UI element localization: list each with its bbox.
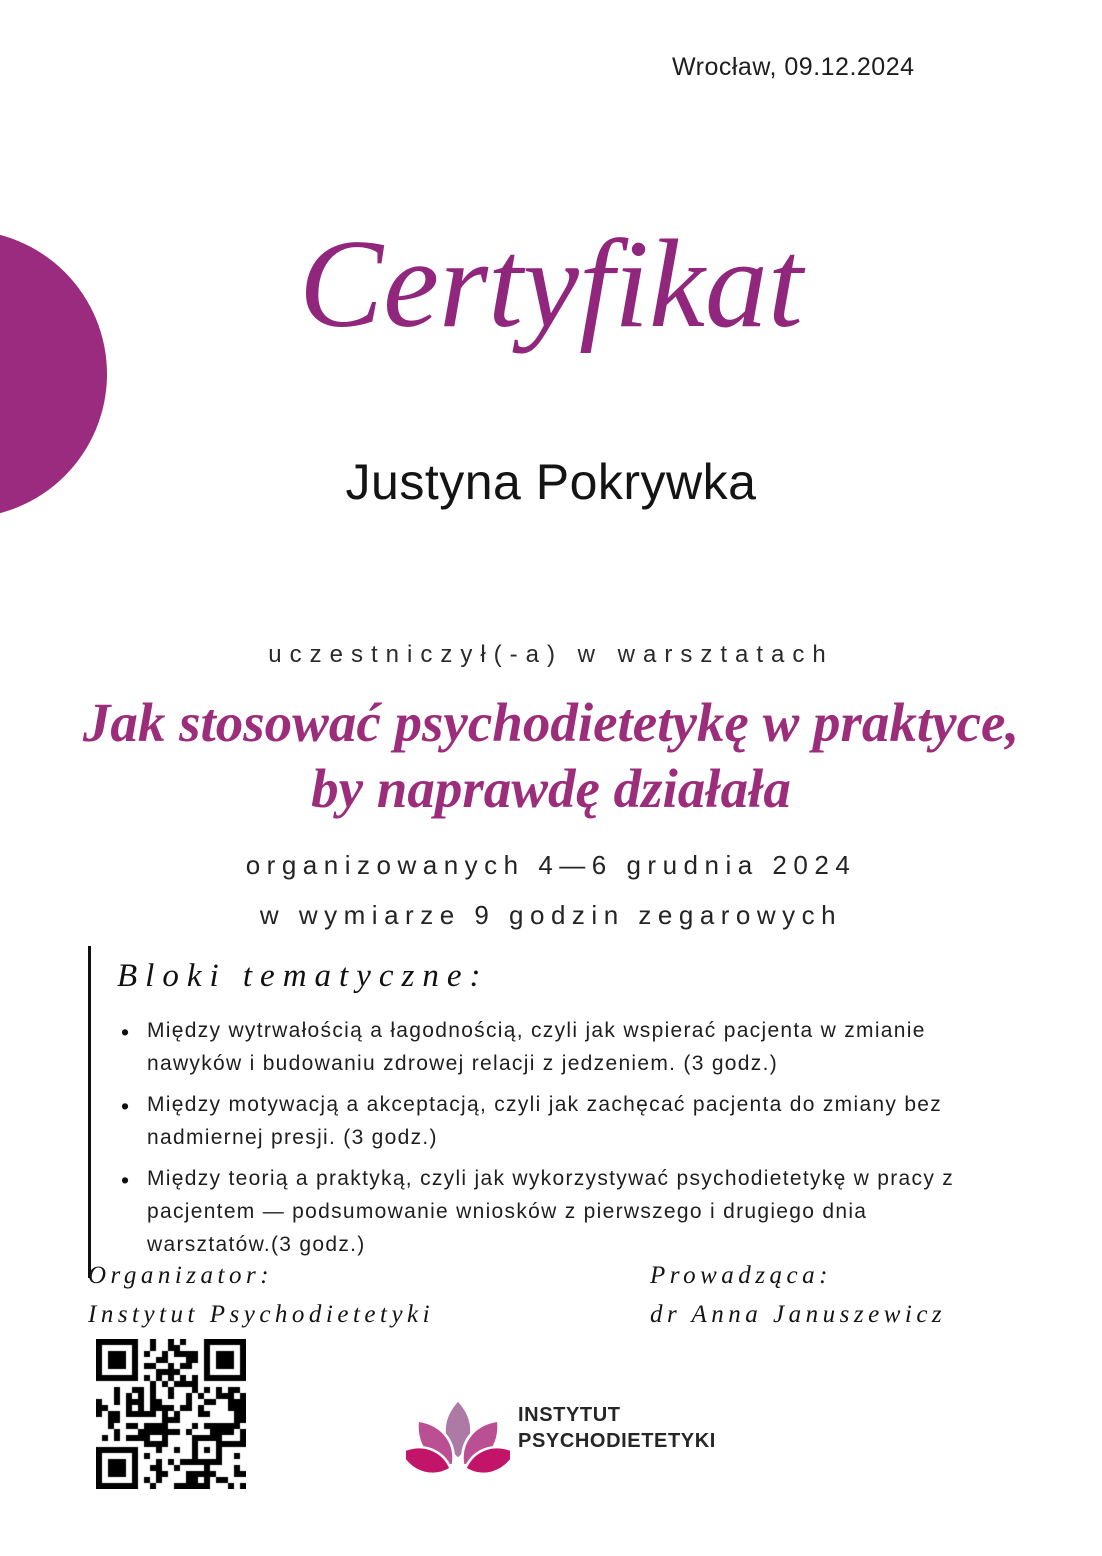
organized-dates-text: organizowanych 4—6 grudnia 2024 xyxy=(245,850,857,880)
leader-name: dr Anna Januszewicz xyxy=(650,1300,947,1328)
topic-item: • Między motywacją a akceptacją, czyli jak zachęcać pacjenta do zmiany bez nadmiernej presji. (3 godz.) xyxy=(147,1089,968,1155)
topics-heading: Bloki tematyczne: xyxy=(117,958,489,994)
organizer-block xyxy=(88,1257,434,1335)
topics-list xyxy=(117,1015,968,1262)
logo-text-line2: PSYCHODIETETYKI xyxy=(518,1430,716,1452)
recipient-name: Justyna Pokrywka xyxy=(345,454,757,510)
leader-label: Prowadząca: xyxy=(650,1262,832,1289)
date-location-text: Wrocław, 09.12.2024 xyxy=(672,53,915,81)
topics-section xyxy=(88,946,968,1278)
topic-item: • Między teorią a praktyką, czyli jak wykorzystywać psychodietetykę w pracy z pacjentem — podsumowanie wniosków z pierwszego i drugiego dnia warsztatów.(3 godz.) xyxy=(147,1163,968,1262)
topic-item: • Między wytrwałością a łagodnością, czyli jak wspierać pacjenta w zmianie nawyków i budowaniu zdrowej relacji z jedzeniem. (3 godz.) xyxy=(147,1015,968,1081)
logo-text-line1: INSTYTUT xyxy=(518,1403,621,1426)
organizer-label: Organizator: xyxy=(88,1262,274,1289)
organizer-name: Instytut Psychodietetyki xyxy=(88,1300,435,1328)
logo-text xyxy=(518,1402,716,1455)
qr-code xyxy=(96,1339,246,1489)
participation-text: uczestniczył(-a) w warsztatach xyxy=(268,641,834,668)
workshop-title-line2: by naprawdę działała xyxy=(311,758,791,819)
duration-text: w wymiarze 9 godzin zegarowych xyxy=(259,900,843,930)
lotus-icon xyxy=(406,1376,510,1480)
certificate-title: Certyfikat xyxy=(299,215,803,354)
institute-logo xyxy=(406,1376,716,1480)
leader-block xyxy=(650,1257,946,1335)
workshop-title-line1: Jak stosować psychodietetykę w praktyce, xyxy=(82,692,1020,753)
workshop-title xyxy=(0,690,1102,822)
